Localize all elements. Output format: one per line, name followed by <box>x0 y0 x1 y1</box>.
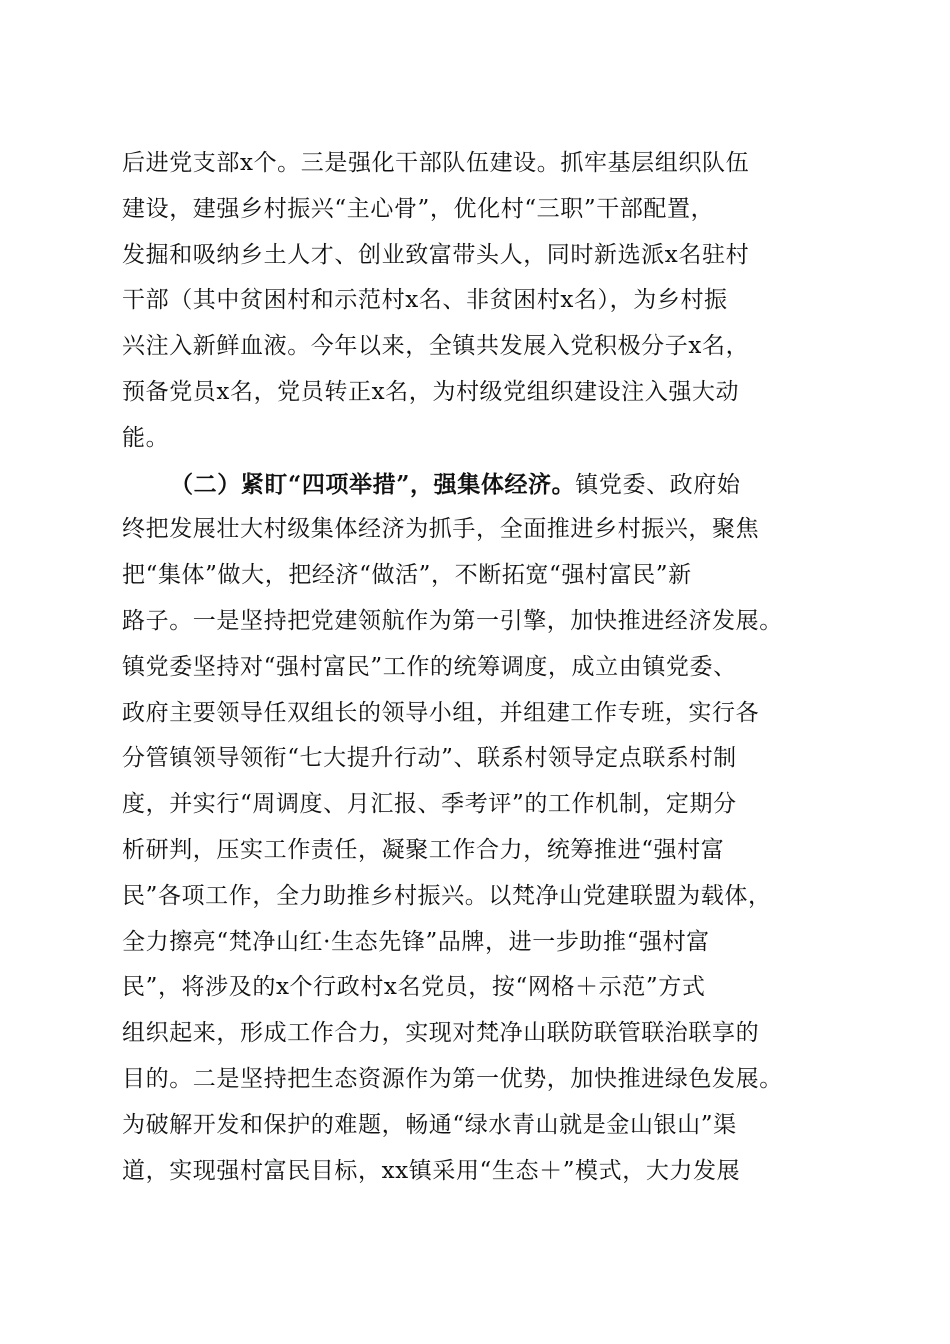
text-line: 预备党员x名，党员转正x名，为村级党组织建设注入强大动 <box>122 378 740 405</box>
text-line: 发掘和吸纳乡土人才、创业致富带头人，同时新选派x名驻村 <box>122 241 750 268</box>
text-line: 能。 <box>122 424 170 451</box>
text-line: 终把发展壮大村级集体经济为抓手，全面推进乡村振兴，聚焦 <box>122 516 760 543</box>
document-body <box>122 141 834 1194</box>
text-line: 度，并实行“周调度、月汇报、季考评”的工作机制，定期分 <box>122 791 737 818</box>
heading-line-text: 镇党委、政府始 <box>575 471 741 498</box>
text-line: 目的。二是坚持把生态资源作为第一优势，加快推进绿色发展。 <box>122 1065 783 1092</box>
text-line: 建设，建强乡村振兴“主心骨”，优化村“三职”干部配置， <box>122 195 715 222</box>
text-line: 道，实现强村富民目标，xx镇采用“生态＋”模式，大力发展 <box>122 1157 741 1184</box>
text-line: 后进党支部x个。三是强化干部队伍建设。抓牢基层组织队伍 <box>122 150 750 176</box>
text-line: 析研判，压实工作责任，凝聚工作合力，统筹推进“强村富 <box>122 836 725 863</box>
text-line: 路子。一是坚持把党建领航作为第一引擎，加快推进经济发展。 <box>122 607 783 634</box>
text-line: 兴注入新鲜血液。今年以来，全镇共发展入党积极分子x名， <box>122 333 750 360</box>
text-line: 全力擦亮“梵净山红·生态先锋”品牌，进一步助推“强村富 <box>122 928 710 955</box>
text-line: 组织起来，形成工作合力，实现对梵净山联防联管联治联享的 <box>122 1020 760 1047</box>
text-line: 把“集体”做大，把经济“做活”，不断拓宽“强村富民”新 <box>122 562 692 589</box>
text-line: 民”，将涉及的x个行政村x名党员，按“网格＋示范”方式 <box>122 974 706 1001</box>
text-line: 民”各项工作，全力助推乡村振兴。以梵净山党建联盟为载体， <box>122 882 772 909</box>
text-line: 为破解开发和保护的难题，畅通“绿水青山就是金山银山”渠 <box>122 1111 737 1138</box>
text-line: 干部（其中贫困村和示范村x名、非贫困村x名），为乡村振 <box>122 287 728 314</box>
text-line: 政府主要领导任双组长的领导小组，并组建工作专班，实行各 <box>122 699 760 726</box>
section-heading: （二）紧盯“四项举措”，强集体经济。 <box>170 470 576 498</box>
text-line: 分管镇领导领衔“七大提升行动”、联系村领导定点联系村制 <box>122 745 737 772</box>
text-line: 镇党委坚持对“强村富民”工作的统筹调度，成立由镇党委、 <box>122 653 737 680</box>
section-heading-line <box>122 462 834 508</box>
